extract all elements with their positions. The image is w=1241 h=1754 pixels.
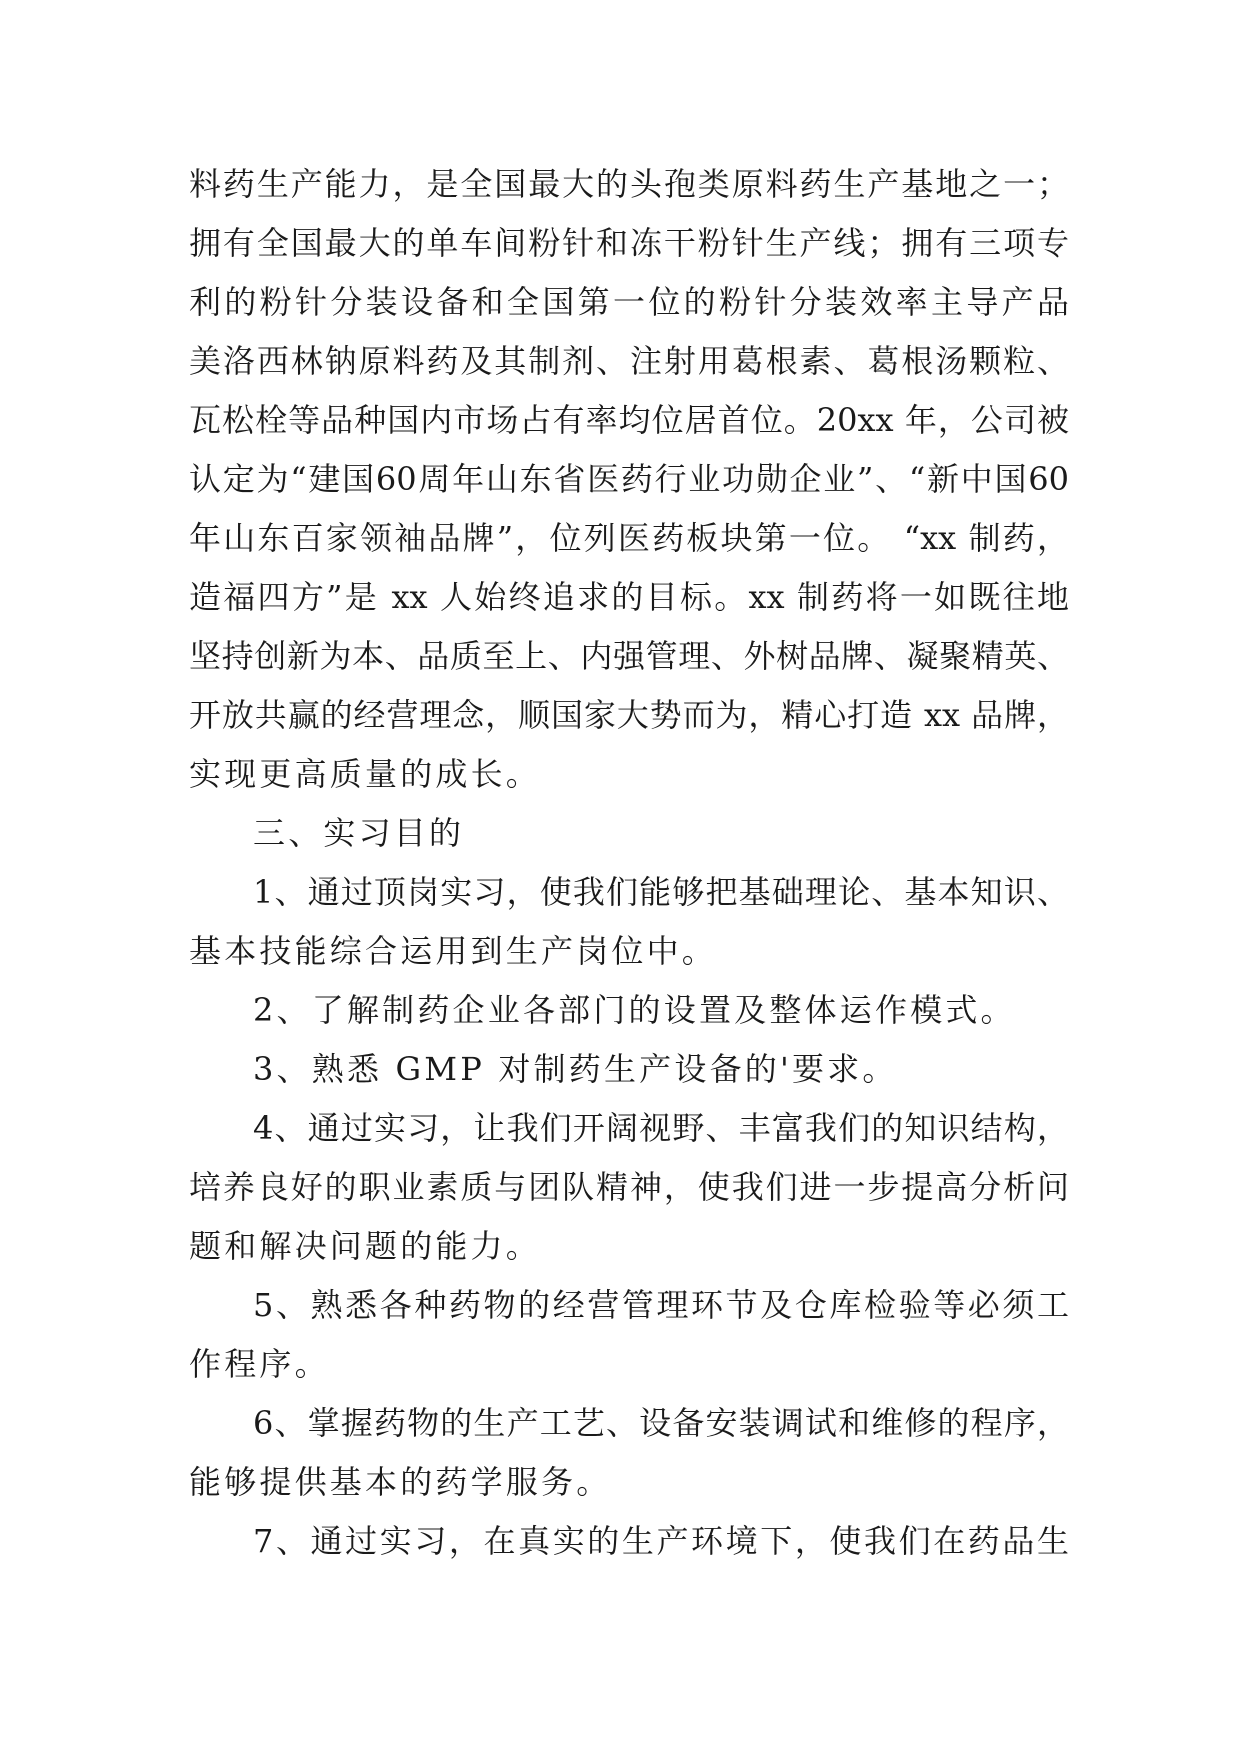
list-item-3 bbox=[189, 1040, 1069, 1099]
list-item-4 bbox=[189, 1099, 1069, 1276]
list-item-1 bbox=[189, 863, 1069, 981]
text-line: 3、熟悉 GMP 对制药生产设备的'要求。 bbox=[253, 1050, 898, 1088]
text-line: 作程序。 bbox=[189, 1345, 330, 1383]
text-line: 料药生产能力，是全国最大的头孢类原料药生产基地之一； bbox=[189, 165, 1069, 203]
text-line: 1、通过顶岗实习，使我们能够把基础理论、基本知识、 bbox=[253, 873, 1069, 911]
paragraph-company-profile bbox=[189, 155, 1069, 804]
text-line: 6、掌握药物的生产工艺、设备安装调试和维修的程序， bbox=[253, 1404, 1069, 1442]
list-item-6 bbox=[189, 1394, 1069, 1512]
text-line: 实现更高质量的成长。 bbox=[189, 755, 542, 793]
text-line: 美洛西林钠原料药及其制剂、注射用葛根素、葛根汤颗粒、 bbox=[189, 342, 1069, 380]
document-body bbox=[189, 155, 1069, 1571]
text-line: 开放共赢的经营理念，顺国家大势而为，精心打造 xx 品牌， bbox=[189, 696, 1069, 734]
text-line: 培养良好的职业素质与团队精神，使我们进一步提高分析问 bbox=[189, 1168, 1069, 1206]
list-item-5 bbox=[189, 1276, 1069, 1394]
text-line: 年山东百家领袖品牌”，位列医药板块第一位。 “xx 制药， bbox=[189, 519, 1069, 557]
section-heading: 三、实习目的 bbox=[253, 814, 465, 852]
text-line: 认定为“建国60周年山东省医药行业功勋企业”、“新中国60 bbox=[189, 460, 1069, 498]
list-item-2 bbox=[189, 981, 1069, 1040]
text-line: 基本技能综合运用到生产岗位中。 bbox=[189, 932, 718, 970]
text-line: 2、了解制药企业各部门的设置及整体运作模式。 bbox=[253, 991, 1016, 1029]
text-line: 利的粉针分装设备和全国第一位的粉针分装效率主导产品 bbox=[189, 283, 1069, 321]
text-line: 能够提供基本的药学服务。 bbox=[189, 1463, 612, 1501]
text-line: 瓦松栓等品种国内市场占有率均位居首位。20xx 年，公司被 bbox=[189, 401, 1069, 439]
text-line: 造福四方”是 xx 人始终追求的目标。xx 制药将一如既往地 bbox=[189, 578, 1069, 616]
list-item-7 bbox=[189, 1512, 1069, 1571]
text-line: 坚持创新为本、品质至上、内强管理、外树品牌、凝聚精英、 bbox=[189, 637, 1069, 675]
text-line: 拥有全国最大的单车间粉针和冻干粉针生产线；拥有三项专 bbox=[189, 224, 1069, 262]
text-line: 题和解决问题的能力。 bbox=[189, 1227, 542, 1265]
text-line: 4、通过实习，让我们开阔视野、丰富我们的知识结构， bbox=[253, 1109, 1069, 1147]
text-line: 7、通过实习，在真实的生产环境下，使我们在药品生 bbox=[253, 1522, 1069, 1560]
text-line: 5、熟悉各种药物的经营管理环节及仓库检验等必须工 bbox=[253, 1286, 1069, 1324]
